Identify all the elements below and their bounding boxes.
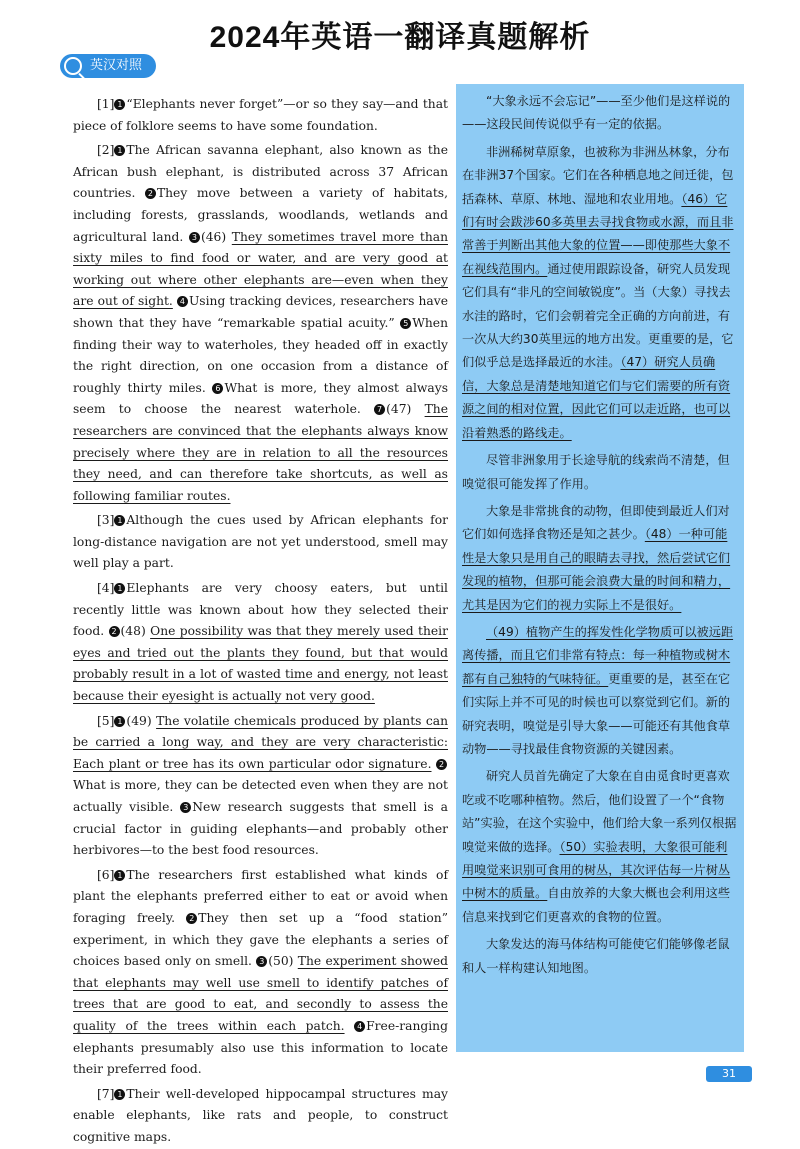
sentence-number: 1 <box>114 145 125 156</box>
chinese-paragraph <box>462 933 738 980</box>
sentence-text: [5] <box>97 713 115 728</box>
sentence-text: (50) <box>268 954 298 969</box>
sentence-number: 6 <box>212 383 223 394</box>
sentence-text: Using tracking devices, researchers have shown that they have “remarkable spatial acuity.” <box>73 294 448 330</box>
sentence-number: 3 <box>189 232 200 243</box>
chinese-paragraph <box>462 141 738 445</box>
chinese-paragraph <box>462 90 738 137</box>
english-paragraph <box>73 140 448 507</box>
sentence-number: 1 <box>114 583 125 594</box>
sentence-text <box>345 1019 355 1033</box>
sentence-number: 1 <box>114 1089 125 1100</box>
english-paragraph <box>73 1084 448 1149</box>
chinese-paragraph <box>462 500 738 617</box>
sentence-number: 2 <box>109 626 120 637</box>
underlined-sentence: （48）一种可能性是大象只是用自己的眼睛去寻找，然后尝试它们发现的植物，但那可能会浪费大量的时间和精力，尤其是因为它们的视力实际上不是很好。 <box>462 527 731 612</box>
sentence-text: 研究人员首先确定了大象在自由觅食时更喜欢吃或不吃哪种植物。然后，他们设置了一个“食物站”实验，在这个实验中，他们给大象一系列仅根据嗅觉来做的选择。 <box>462 769 737 854</box>
sentence-text: [7] <box>97 1086 115 1101</box>
underlined-sentence: （47）研究人员确信，大象总是清楚地知道它们与它们需要的所有资源之间的相对位置，因此它们可以走近路，也可以沿着熟悉的路线走。 <box>462 355 731 440</box>
sentence-text: (46) <box>200 229 232 244</box>
sentence-text: [2] <box>97 143 115 158</box>
sentence-text: The researchers first established what kinds of plant the elephants preferred either to eat or avoid when foraging freely. <box>73 867 448 925</box>
sentence-number: 2 <box>186 913 197 924</box>
sentence-text: 大象发达的海马体结构可能使它们能够像老鼠和人一样构建认知地图。 <box>462 937 730 975</box>
sentence-text: “大象永远不会忘记”——至少他们是这样说的——这段民间传说似乎有一定的依据。 <box>462 94 731 132</box>
sentence-text: 自由放养的大象大概也会利用这些信息来找到它们更喜欢的食物的位置。 <box>462 886 731 924</box>
english-paragraph <box>73 865 448 1081</box>
sentence-number: 1 <box>114 515 125 526</box>
chinese-column <box>462 90 738 980</box>
underlined-sentence: （46）它们有时会跋涉60多英里去寻找食物或水源，而且非常善于判断出其他大象的位置——即使那些大象不在视线范围内。 <box>462 191 734 276</box>
sentence-number: 1 <box>114 716 125 727</box>
underlined-sentence: The volatile chemicals produced by plants can be carried a long way, and they are very characteristic: Each plant or tree has its own particular odor signature. <box>73 713 448 771</box>
section-tag <box>60 54 156 78</box>
underlined-sentence: One possibility was that they merely used their eyes and tried out the plants they found, but that would probably result in a lot of wasted time and energy, not least because their eyesight is actually not very good. <box>73 624 448 704</box>
sentence-text: What is more, they can be detected even when they are not actually visible. <box>73 778 448 814</box>
english-paragraph <box>73 711 448 862</box>
sentence-text: 大象是非常挑食的动物，但即使到最近人们对它们如何选择食物还是知之甚少。 <box>462 503 730 542</box>
sentence-number: 2 <box>436 759 447 770</box>
sentence-text: (49) <box>126 713 157 728</box>
sentence-number: 3 <box>180 802 191 813</box>
sentence-text: Elephants are very choosy eaters, but until recently little was known about how they selected their food. <box>73 581 448 639</box>
sentence-number: 1 <box>114 99 125 110</box>
underlined-sentence: The experiment showed that elephants may well use smell to identify patches of trees that are good to eat, and secondly to assess the quality of the trees within each patch. <box>73 954 449 1033</box>
sentence-number: 3 <box>256 956 267 967</box>
sentence-text: Free-ranging elephants presumably also use this information to locate their preferred food. <box>73 1018 448 1077</box>
sentence-number: 1 <box>114 870 125 881</box>
sentence-text: What is more, they almost always seem to choose the nearest waterhole. <box>73 380 449 417</box>
sentence-text: [1] <box>97 97 115 111</box>
sentence-text: When finding their way to waterholes, they headed off in exactly the right direction, on one occasion from a distance of roughly thirty miles. <box>73 315 448 395</box>
page-title: 2024年英语一翻译真题解析 <box>209 21 591 54</box>
sentence-text: [6] <box>97 867 115 882</box>
underlined-sentence: （50）实验表明，大象很可能利用嗅觉来识别可食用的树丛，其次评估每一片树丛中树木的质量。 <box>462 839 731 901</box>
sentence-text: (47) <box>386 402 425 417</box>
sentence-text: 通过使用跟踪设备，研究人员发现它们具有“非凡的空间敏锐度”。当（大象）寻找去水洼的路时，它们会朝着完全正确的方向前进，有一次从大约30英里远的地方出发。更重要的是，它们似乎总是选择最近的水洼。 <box>462 261 734 370</box>
sentence-number: 7 <box>374 404 385 415</box>
chinese-paragraph <box>462 449 738 496</box>
english-paragraph <box>73 578 448 708</box>
sentence-text: [3] <box>97 513 115 528</box>
underlined-sentence: They sometimes travel more than sixty miles to find food or water, and are very good at working out where other elephants are—even when they are out of sight. <box>73 229 448 309</box>
sentence-text: 更重要的是，甚至在它们实际上并不可见的时候也可以察觉到它们。新的研究表明，嗅觉是引导大象——可能还有其他食草动物——寻找最佳食物资源的关键因素。 <box>462 671 731 756</box>
chinese-paragraph <box>462 621 738 761</box>
sentence-number: 2 <box>145 188 156 199</box>
sentence-number: 4 <box>354 1021 365 1032</box>
sentence-text: (48) <box>120 624 151 639</box>
underlined-sentence: The researchers are convinced that the elephants always know precisely where they are in relation to all the resources they need, and can therefore take shortcuts, as well as following familiar routes. <box>73 402 448 503</box>
search-icon <box>64 57 82 75</box>
page-number: 31 <box>706 1066 752 1082</box>
sentence-text: They then set up a “food station” experiment, in which they gave the elephants a series of choices based only on smell. <box>73 910 448 969</box>
underlined-sentence: （49）植物产生的挥发性化学物质可以被远距离传播，而且它们非常有特点：每一种植物或树木都有自己独特的气味特征。 <box>462 624 734 686</box>
sentence-text: Although the cues used by African elephants for long-distance navigation are not yet understood, smell may well play a part. <box>73 513 448 571</box>
sentence-text: Their well-developed hippocampal structures may enable elephants, like rats and people, to construct cognitive maps. <box>73 1086 448 1144</box>
section-tag-label: 英汉对照 <box>90 58 143 73</box>
sentence-text: They move between a variety of habitats, including forests, grasslands, woodlands, wetlands and agricultural land. <box>73 186 448 244</box>
sentence-text: The African savanna elephant, also known as the African bush elephant, is distributed across 37 African countries. <box>73 143 448 201</box>
sentence-text: New research suggests that smell is a crucial factor in guiding elephants—and probably other herbivores—to the best food resources. <box>73 800 448 858</box>
chinese-paragraph <box>462 765 738 929</box>
english-paragraph <box>73 510 448 575</box>
sentence-text: [4] <box>97 581 115 596</box>
sentence-number: 5 <box>400 318 411 329</box>
english-paragraph <box>73 94 448 137</box>
sentence-text: “Elephants never forget”—or so they say—and that piece of folklore seems to have some foundation. <box>73 97 448 133</box>
sentence-number: 4 <box>177 296 188 307</box>
english-column <box>73 94 448 1149</box>
sentence-text: 尽管非洲象用于长途导航的线索尚不清楚，但嗅觉很可能发挥了作用。 <box>462 453 730 491</box>
sentence-text: 非洲稀树草原象，也被称为非洲丛林象，分布在非洲37个国家。它们在各种栖息地之间迁徙，包括森林、草原、林地、湿地和农业用地。 <box>462 144 734 206</box>
